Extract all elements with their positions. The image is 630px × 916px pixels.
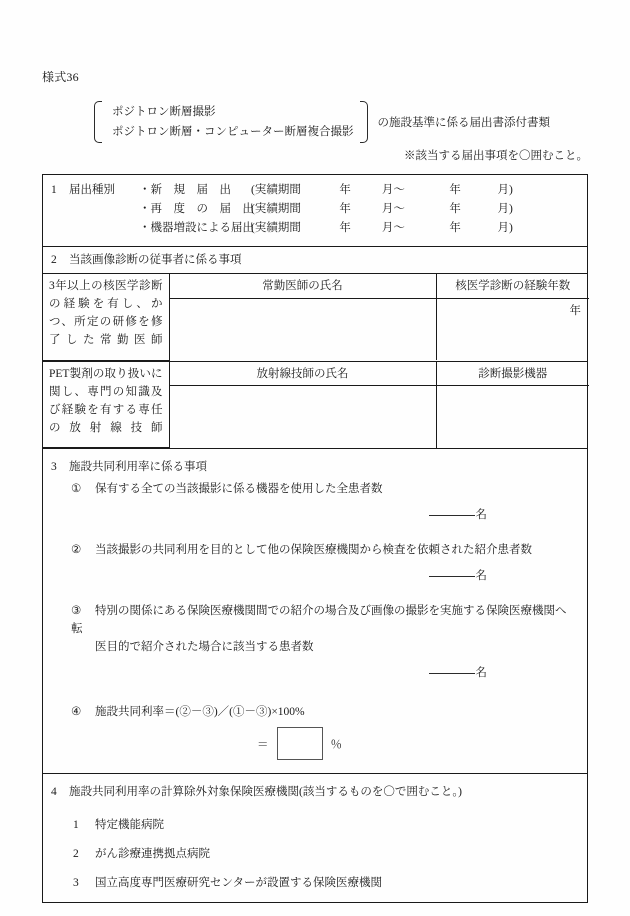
section-1-label: 届出種別	[69, 184, 115, 196]
section-1-notification-type	[43, 175, 587, 247]
period-month2-2[interactable]: 月)	[497, 222, 513, 234]
underline-blank-2	[429, 576, 475, 577]
option-marker-1: 1	[73, 819, 79, 831]
underline-blank-1	[429, 515, 475, 516]
doctor-name-header: 常勤医師の氏名	[169, 274, 436, 298]
section-2-table-b	[43, 362, 587, 450]
section-2-table-a	[43, 274, 587, 362]
section1-row	[43, 181, 587, 200]
form-frame	[42, 174, 588, 903]
period-month2-0[interactable]: 月)	[497, 184, 513, 196]
notification-kind-0[interactable]	[139, 181, 251, 200]
bullet-2: ・	[139, 222, 151, 234]
period-0	[251, 181, 513, 200]
patient-count-input-2[interactable]	[43, 559, 587, 584]
modality-item-0: ポジトロン断層撮影	[112, 106, 216, 118]
option-item-1[interactable]	[43, 805, 587, 834]
item-marker-2: ②	[71, 544, 82, 556]
document-title	[92, 100, 572, 144]
item-marker-4: ④	[71, 706, 82, 718]
bracket-left-icon	[92, 100, 102, 144]
section-4-title: 施設共同利用率の計算除外対象保険医療機関(該当するものを〇で囲むこと。)	[69, 786, 462, 798]
period-year2-0[interactable]: 年	[449, 184, 461, 196]
notification-kind-1[interactable]	[139, 200, 254, 219]
formula-expression: 施設共同利率＝(②－③)／(①－③)×100%	[95, 706, 305, 718]
section-4-number: 4	[51, 786, 57, 798]
period-year1-1[interactable]: 年	[339, 203, 351, 215]
section-3-title: 施設共同利用率に係る事項	[69, 461, 207, 473]
spacer-label-2	[69, 219, 139, 238]
section-4-title-row	[43, 779, 587, 805]
period-open-2: (実績期間	[251, 222, 301, 234]
period-month1-0[interactable]: 月～	[381, 184, 405, 196]
period-open-0: (実績期間	[251, 184, 301, 196]
option-item-2[interactable]	[43, 834, 587, 863]
option-label-1: 特定機能病院	[95, 819, 164, 831]
patient-count-input-1[interactable]	[43, 498, 587, 523]
modality-list	[102, 100, 360, 144]
underline-blank-3	[429, 673, 475, 674]
section-2-title: 当該画像診断の従事者に係る事項	[69, 254, 242, 266]
kind-text-1: 再 度 の 届 出	[150, 203, 254, 215]
section-3-shared-use-rate	[43, 449, 587, 774]
table-row	[43, 274, 589, 298]
period-month2-1[interactable]: 月)	[497, 203, 513, 215]
section-2-number: 2	[51, 254, 57, 266]
shared-use-rate-formula	[43, 681, 587, 721]
doctor-requirement-description: 3年以上の核医学診断の経験を有し、かつ、所定の研修を修了した常勤医師	[43, 274, 169, 360]
option-marker-3: 3	[73, 877, 79, 889]
period-open-1: (実績期間	[251, 203, 301, 215]
period-month1-2[interactable]: 月～	[381, 222, 405, 234]
technician-table	[43, 362, 589, 449]
imaging-equipment-input[interactable]	[436, 386, 589, 448]
period-year1-0[interactable]: 年	[339, 184, 351, 196]
period-month1-1[interactable]: 月～	[381, 203, 405, 215]
section-4-excluded-institutions	[43, 774, 587, 902]
modality-item-1: ポジトロン断層・コンピューター断層複合撮影	[112, 126, 354, 138]
doctor-name-input[interactable]	[169, 298, 436, 360]
kind-text-2: 機器増設による届出	[150, 222, 254, 234]
section-1-number: 1	[51, 184, 57, 196]
doctor-experience-input[interactable]: 年	[436, 298, 589, 360]
patient-count-input-3[interactable]	[43, 656, 587, 681]
technician-requirement-description: PET製剤の取り扱いに関し、専門の知識及び経験を有する専任の放射線技師	[43, 362, 169, 448]
section1-row	[43, 219, 587, 238]
option-item-3[interactable]	[43, 863, 587, 892]
title-suffix: の施設基準に係る届出書添付書類	[377, 117, 550, 129]
item-text-2: 当該撮影の共同利用を目的として他の保険医療機関から検査を依頼された紹介患者数	[95, 544, 532, 556]
section1-row	[43, 200, 587, 219]
doctor-table	[43, 274, 589, 361]
period-year2-2[interactable]: 年	[449, 222, 461, 234]
percent-sign: ％	[330, 738, 342, 751]
spacer-num-1	[43, 200, 69, 219]
technician-name-input[interactable]	[169, 386, 436, 448]
period-1	[251, 200, 513, 219]
list-item	[43, 480, 587, 498]
item-text-1: 保有する全ての当該撮影に係る機器を使用した全患者数	[95, 483, 383, 495]
spacer-label-1	[69, 200, 139, 219]
equals-sign: ＝	[257, 738, 269, 751]
imaging-equipment-header: 診断撮影機器	[436, 362, 589, 386]
item-text-3-cont: 医目的で紹介された場合に該当する患者数	[95, 641, 314, 653]
table-row	[43, 362, 589, 386]
doctor-experience-header: 核医学診断の経験年数	[436, 274, 589, 298]
shared-use-rate-input[interactable]	[277, 727, 323, 760]
notification-kind-2[interactable]	[139, 219, 254, 238]
circle-instruction-note: ※該当する届出事項を〇囲むこと。	[404, 150, 588, 162]
bullet-1: ・	[139, 203, 151, 215]
technician-name-header: 放射線技師の氏名	[169, 362, 436, 386]
section-3-title-row	[43, 454, 587, 480]
item-marker-1: ①	[71, 483, 82, 495]
bullet-0: ・	[139, 184, 151, 196]
list-item	[43, 523, 587, 559]
item-marker-3: ③	[71, 605, 82, 617]
form-code: 様式36	[42, 70, 79, 84]
option-marker-2: 2	[73, 848, 79, 860]
unit-label-3: 名	[475, 667, 487, 679]
section-3-number: 3	[51, 461, 57, 473]
period-year2-1[interactable]: 年	[449, 203, 461, 215]
unit-label-1: 名	[475, 509, 487, 521]
shared-use-rate-result-row	[43, 721, 587, 764]
section-2-header	[43, 247, 587, 274]
item-text-3: 特別の関係にある保険医療機関間での紹介の場合及び画像の撮影を実施する保険医療機関へ転	[71, 605, 567, 635]
option-label-2: がん診療連携拠点病院	[95, 848, 210, 860]
list-item	[43, 584, 587, 656]
bracket-right-icon	[360, 100, 370, 144]
spacer-num-2	[43, 219, 69, 238]
section-2-title-row	[43, 247, 587, 273]
unit-label-2: 名	[475, 570, 487, 582]
period-year1-2[interactable]: 年	[339, 222, 351, 234]
period-2	[251, 219, 513, 238]
option-label-3: 国立高度専門医療研究センターが設置する保険医療機関	[95, 877, 383, 889]
kind-text-0: 新 規 届 出	[150, 184, 231, 196]
